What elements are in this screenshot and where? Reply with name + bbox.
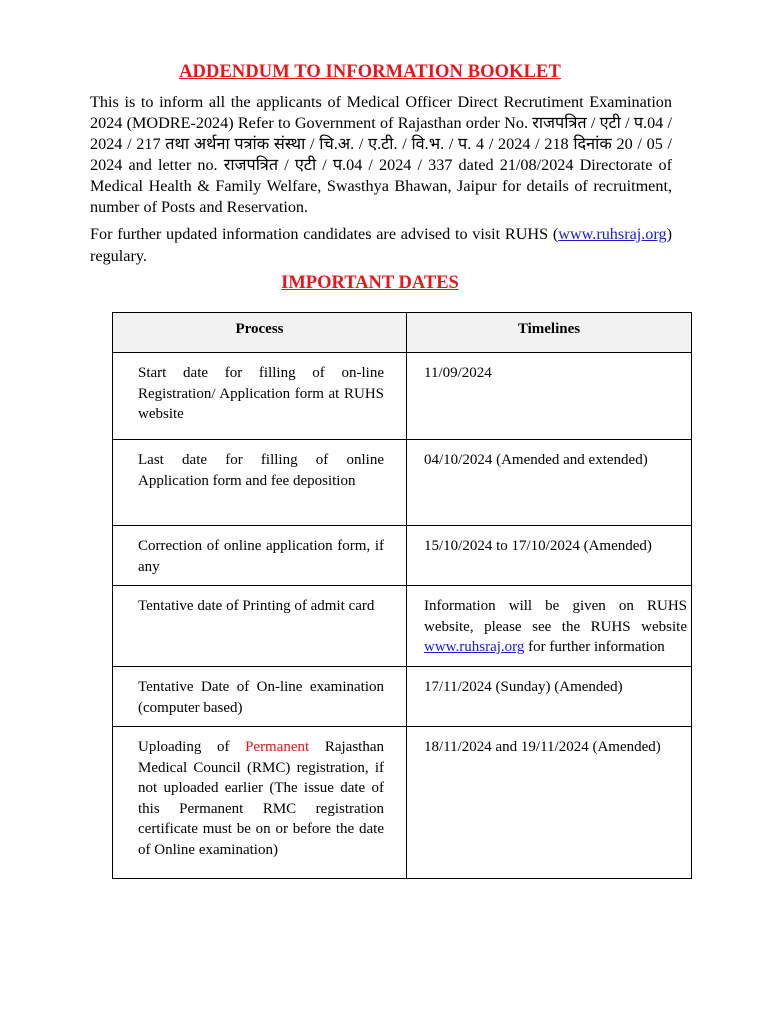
- table-row: [113, 526, 692, 586]
- order-reference-hindi-2: राजपत्रित / एटी / प.04 / 2024 / 337: [223, 156, 453, 174]
- table-row: [113, 586, 692, 667]
- further-text-after: ) regulary.: [90, 225, 672, 265]
- process-cell: Start date for filling of on-line Registration/ Application form at RUHS website: [113, 353, 407, 440]
- permanent-highlight: Permanent: [245, 739, 310, 755]
- timeline-cell: 15/10/2024 to 17/10/2024 (Amended): [407, 526, 692, 586]
- table-row: [113, 353, 692, 440]
- table-row: [113, 727, 692, 879]
- table-header-row: [113, 313, 692, 353]
- timeline-cell: 11/09/2024: [407, 353, 692, 440]
- important-dates-title: IMPORTANT DATES: [281, 273, 459, 293]
- process-cell: Tentative Date of On-line examination (computer based): [113, 667, 407, 727]
- timeline-cell: 17/11/2024 (Sunday) (Amended): [407, 667, 692, 727]
- intro-text-3: dated 21/08/2024 Directorate of Medical Health & Family Welfare, Swasthya Bhawan, Jaipur for details of recruitment, number of Posts and Reservation.: [90, 156, 672, 216]
- important-dates-table: [112, 312, 692, 879]
- ruhs-website-link[interactable]: www.ruhsraj.org: [558, 225, 667, 243]
- timeline-cell: [407, 586, 692, 667]
- timeline-cell: 18/11/2024 and 19/11/2024 (Amended): [407, 727, 692, 879]
- table-row: [113, 440, 692, 526]
- timeline-text-after: for further information: [524, 639, 665, 655]
- further-info-paragraph: [90, 224, 672, 267]
- process-cell: Correction of online application form, if any: [113, 526, 407, 586]
- intro-paragraph: [90, 92, 672, 218]
- process-cell: Last date for filling of online Application form and fee deposition: [113, 440, 407, 526]
- process-text-before: Uploading of: [138, 739, 246, 755]
- intro-text-1: This is to inform all the applicants of Medical Officer Direct Recrutiment Examination 2024 (MODRE-2024) Refer to Government of Rajasthan order No.: [90, 93, 672, 132]
- timeline-cell: 04/10/2024 (Amended and extended): [407, 440, 692, 526]
- table-row: [113, 667, 692, 727]
- process-cell: [113, 727, 407, 879]
- order-reference-hindi-1: राजपत्रित / एटी / प.04 / 2024 / 217 तथा अर्थना पत्रांक संस्था / चि.अ. / ए.टी. / वि.भ. / प. 4 / 2024 / 218 दिनांक 20 / 05 / 2024: [90, 114, 672, 174]
- intro-text-2: and letter no.: [122, 156, 224, 174]
- process-cell: Tentative date of Printing of admit card: [113, 586, 407, 667]
- document-title: ADDENDUM TO INFORMATION BOOKLET: [179, 62, 561, 82]
- process-text-after: Rajasthan Medical Council (RMC) registration, if not uploaded earlier (The issue date of this Permanent RMC registration certificate must be on or before the date of Online examination): [138, 739, 384, 858]
- process-column-header: Process: [113, 313, 407, 353]
- timeline-text-before: Information will be given on RUHS website, please see the RUHS website: [424, 598, 687, 635]
- ruhs-website-link-table[interactable]: www.ruhsraj.org: [424, 639, 525, 655]
- timelines-column-header: Timelines: [407, 313, 692, 353]
- further-text-before: For further updated information candidates are advised to visit RUHS (: [90, 225, 559, 243]
